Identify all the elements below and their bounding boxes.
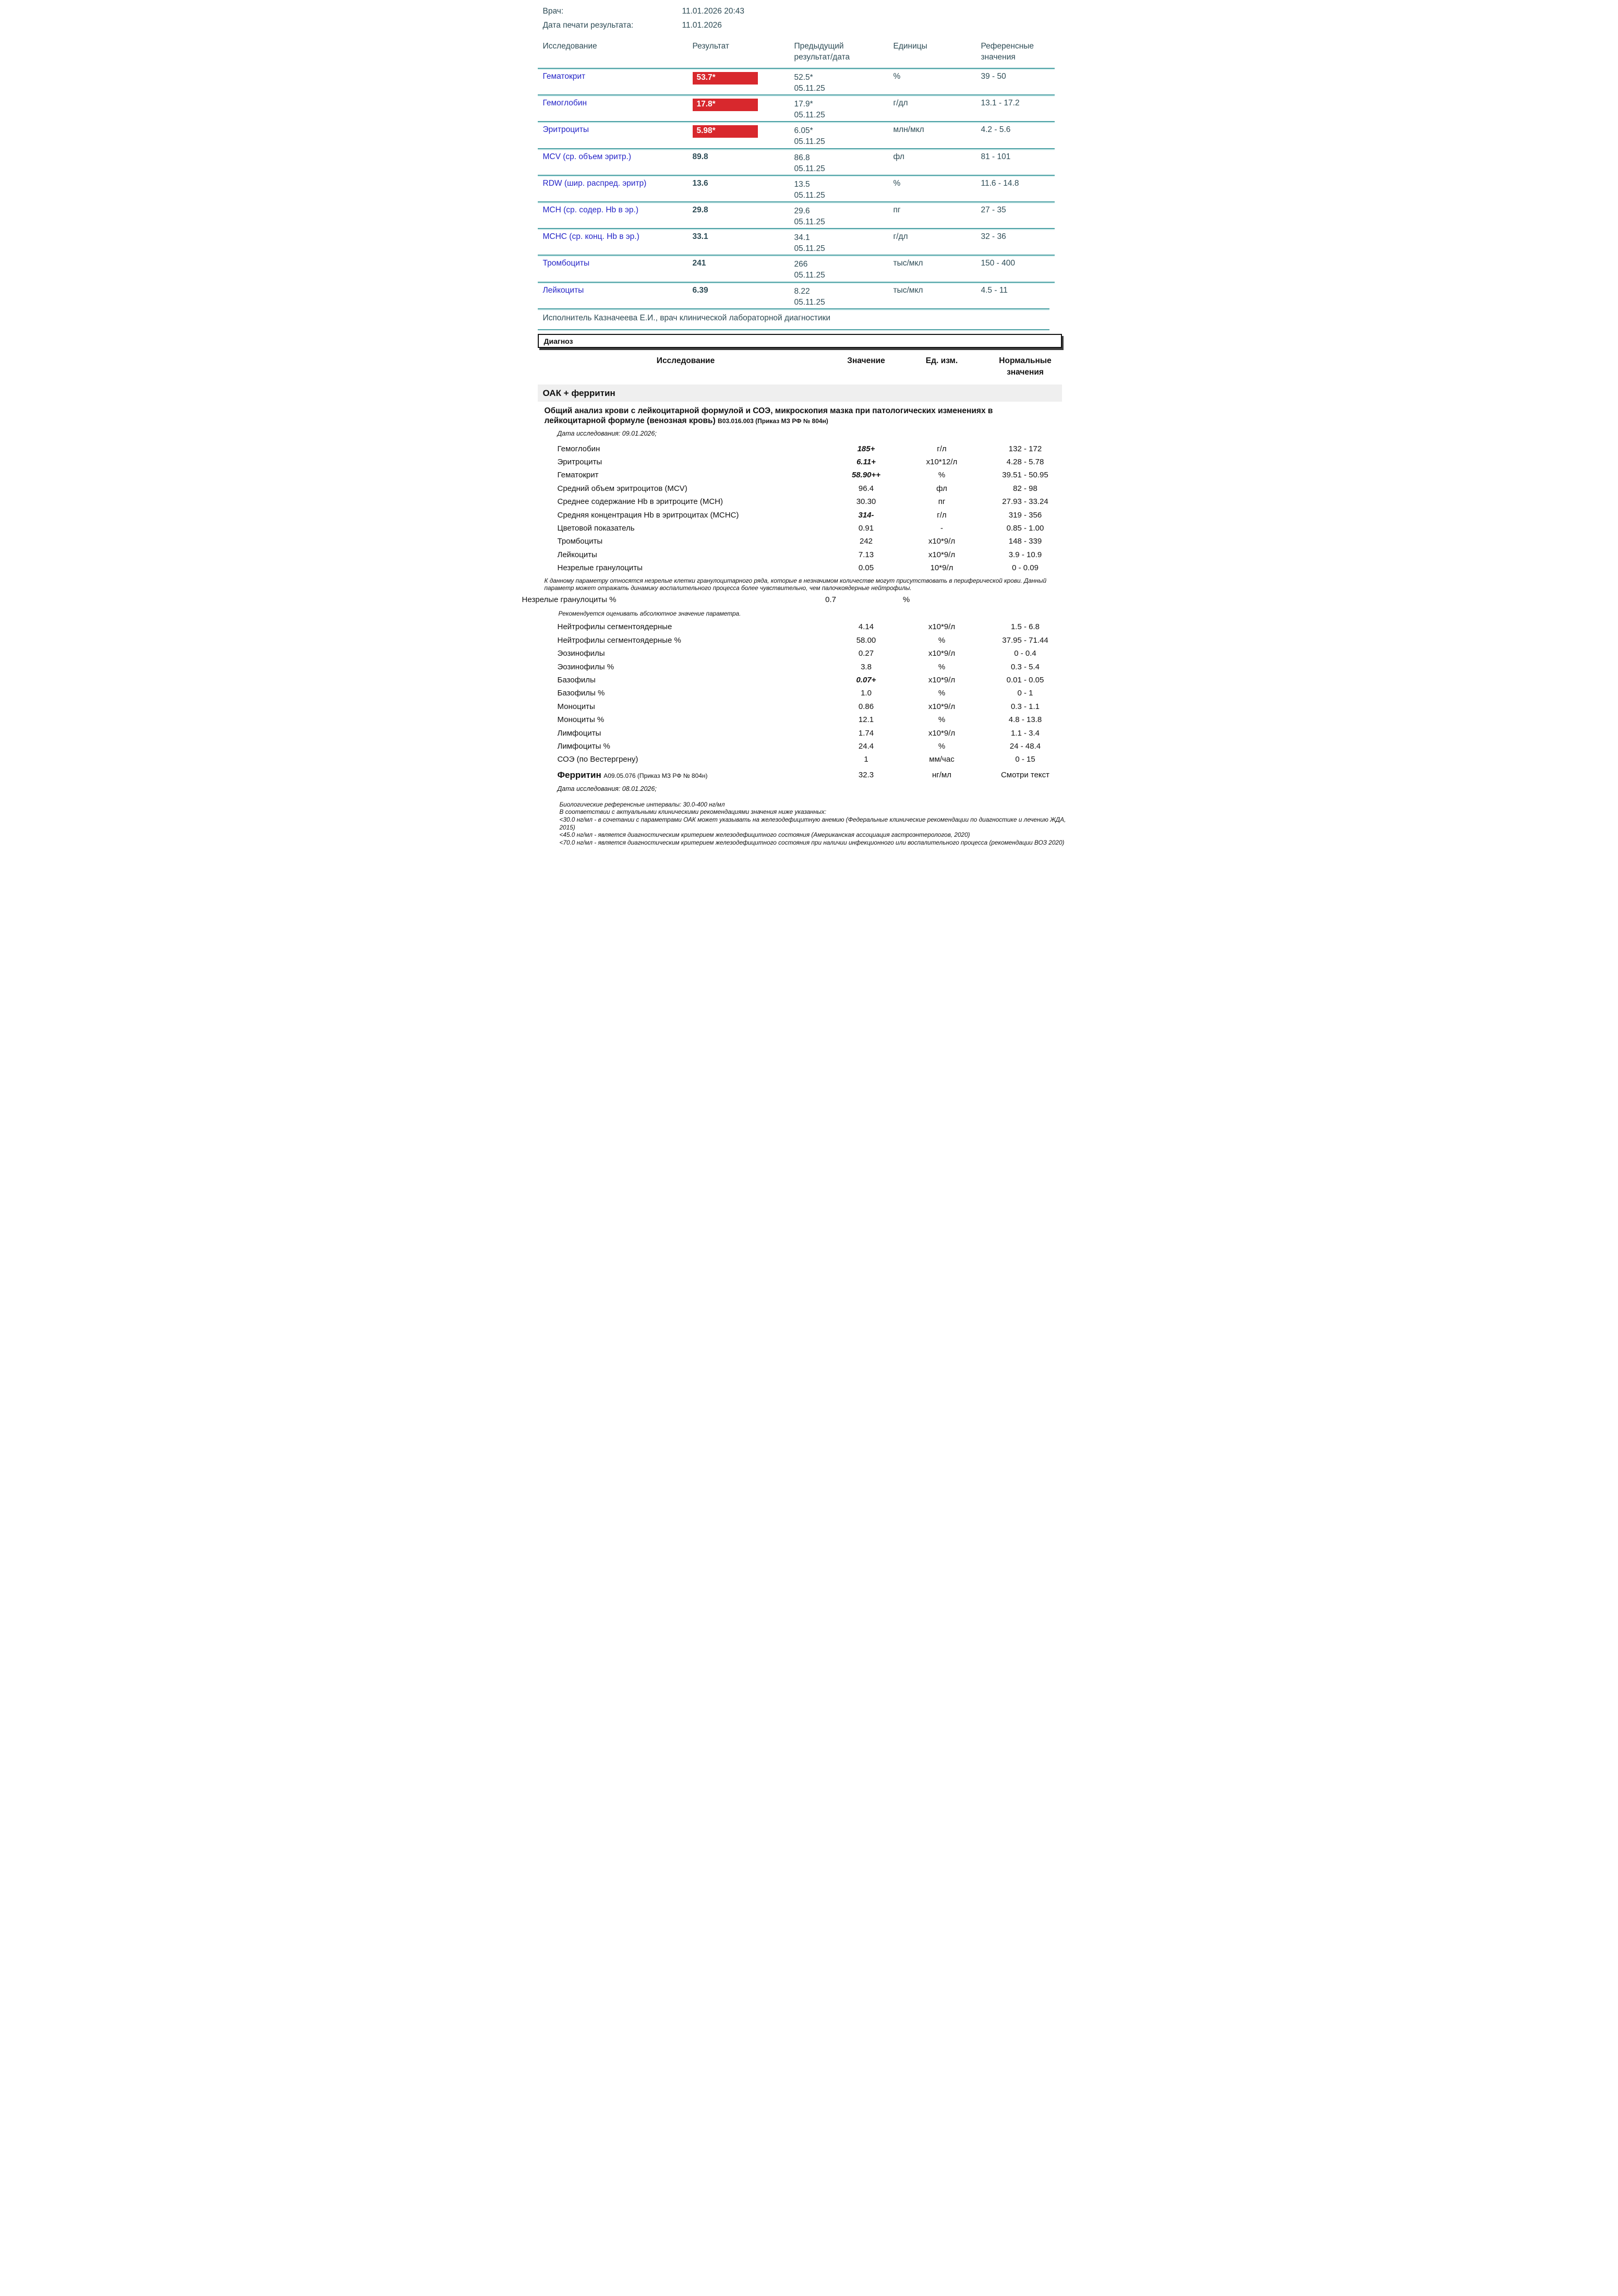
reference-cell: 32 - 36 [981, 232, 1006, 242]
units-cell: х10*9/л [928, 728, 956, 738]
normal-cell: 1.5 - 6.8 [1010, 622, 1040, 632]
table-row [558, 701, 1096, 714]
value-cell: 24.4 [858, 741, 874, 751]
units-cell: 10*9/л [930, 563, 953, 573]
table-row [558, 675, 1096, 688]
previous-value: 86.8 [794, 153, 810, 162]
analyte-name: Тромбоциты [542, 259, 590, 268]
analyte-name: Средний объем эритроцитов (MCV) [557, 484, 687, 493]
value-cell: 242 [859, 537, 873, 546]
units-cell: % [938, 741, 946, 751]
result-value: 33.1 [692, 232, 708, 242]
normal-cell: 0 - 0.09 [1012, 563, 1039, 573]
table-row [558, 456, 1096, 470]
diagnosis-label: Диагноз [544, 336, 573, 345]
previous-date: 05.11.25 [794, 217, 825, 226]
units-cell: % [893, 72, 901, 81]
value-cell: 12.1 [858, 715, 874, 725]
value-cell: 1.74 [858, 728, 874, 738]
units-cell: % [938, 635, 946, 645]
analyte-name: Гематокрит [542, 72, 586, 81]
analyte-name: RDW (шир. распред. эритр) [542, 178, 647, 188]
table-row [558, 648, 1096, 661]
previous-date: 05.11.25 [794, 84, 825, 93]
reference-cell: 27 - 35 [981, 205, 1006, 214]
normal-cell: 3.9 - 10.9 [1008, 550, 1042, 559]
previous-cell [794, 232, 893, 255]
units-cell: фл [893, 152, 904, 161]
normal-cell: 82 - 98 [1013, 484, 1037, 493]
analyte-name: Незрелые гранулоциты [557, 563, 643, 573]
col-units: Единицы [893, 42, 927, 51]
lab-report-page [522, 4, 1096, 847]
result-value: 241 [692, 259, 706, 268]
results-table [538, 41, 1049, 330]
previous-date: 05.11.25 [794, 244, 825, 254]
analyte-name: Нейтрофилы сегментоядерные [557, 622, 672, 632]
footnote: <70.0 нг/мл - является диагностическим критерием железодефицитного состояния при наличии инфекционного или воспалительного процесса (рекомендации ВОЗ 2020) [559, 839, 1065, 847]
value-cell: 0.91 [858, 524, 874, 533]
analyte-name: MCV (ср. объем эритр.) [542, 152, 632, 161]
value-cell: 30.30 [856, 497, 876, 507]
col-study: Исследование [542, 42, 597, 51]
value-cell: 0.86 [858, 702, 874, 711]
panel-description [545, 406, 1074, 427]
report-meta [543, 4, 1096, 32]
value-cell: 0.7 [825, 595, 836, 605]
normal-cell: 0.85 - 1.00 [1006, 524, 1044, 533]
table-row [538, 175, 1055, 201]
col-reference: Референсные значения [981, 42, 1034, 62]
analyte-name: Гемоглобин [542, 99, 587, 108]
analyte-name: Лейкоциты [557, 550, 597, 559]
table-row [538, 94, 1055, 121]
ferritin-name: Ферритин [557, 770, 601, 780]
reference-cell: 4.5 - 11 [981, 285, 1008, 295]
table-row [538, 148, 1055, 175]
reference-cell: 13.1 - 17.2 [981, 99, 1020, 108]
normal-cell: 39.51 - 50.95 [1002, 471, 1048, 480]
panel-rows-b [522, 621, 1096, 767]
table-row [558, 754, 1096, 767]
results-table-header [538, 41, 1049, 68]
ferritin-label [558, 769, 814, 783]
value-cell: 96.4 [858, 484, 874, 493]
result-value: 6.39 [692, 285, 708, 295]
table-row [538, 255, 1055, 281]
analyte-name: Средняя концентрация Hb в эритроцитах (MCHC) [557, 510, 739, 520]
previous-cell [794, 152, 893, 175]
value-cell: 58.00 [856, 635, 876, 645]
previous-value: 8.22 [794, 286, 810, 296]
analyte-name: Эритроциты [542, 125, 589, 135]
panel-table-header [558, 355, 1096, 378]
units-cell: х10*9/л [928, 702, 956, 711]
results-table-body [538, 68, 1049, 308]
normal-cell: 37.95 - 71.44 [1002, 635, 1048, 645]
analyte-name: Эритроциты [557, 458, 602, 467]
result-cell [693, 99, 794, 121]
doctor-row [543, 4, 1096, 18]
executor-line: Исполнитель Казначеева Е.И., врач клинической лабораторной диагностики [538, 309, 1049, 330]
normal-cell: 0.3 - 1.1 [1010, 702, 1040, 711]
previous-cell [794, 72, 893, 94]
result-cell [693, 72, 794, 94]
table-row [538, 121, 1055, 148]
previous-value: 34.1 [794, 233, 810, 243]
print-date-value: 11.01.2026 [682, 21, 722, 30]
table-row [558, 621, 1096, 634]
normal-cell: 27.93 - 33.24 [1002, 497, 1048, 507]
previous-cell [794, 286, 893, 308]
panel-rows-a [522, 443, 1096, 576]
units-cell: х10*9/л [928, 550, 956, 559]
analyte-name: Базофилы % [557, 689, 605, 698]
units-cell: г/дл [893, 99, 908, 108]
normal-cell: 0.3 - 5.4 [1010, 662, 1040, 671]
units-cell: г/л [937, 510, 947, 520]
units-cell: х10*9/л [928, 537, 956, 546]
units-cell: г/л [937, 444, 947, 453]
print-date-row [543, 18, 1096, 32]
result-cell [693, 152, 794, 175]
table-row [538, 68, 1055, 94]
previous-cell [794, 99, 893, 121]
previous-value: 17.9* [794, 100, 813, 109]
units-cell: тыс/мкл [893, 285, 923, 295]
panel-title-line2: лейкоцитарной формуле (венозная кровь) В03.016.003 (Приказ МЗ РФ № 804н) [544, 416, 828, 426]
result-value: 53.7* [693, 72, 758, 85]
study-date: Дата исследования: 09.01.2026; [557, 429, 657, 437]
normal-cell: 1.1 - 3.4 [1010, 728, 1040, 738]
previous-cell [794, 125, 893, 148]
analyte-name: Лимфоциты [557, 728, 601, 738]
value-cell: 1 [864, 755, 868, 764]
table-row [558, 688, 1096, 701]
units-cell: пг [938, 497, 946, 507]
analyte-name: Базофилы [557, 675, 596, 684]
previous-date: 05.11.25 [794, 297, 825, 307]
footnote: <30.0 нг/мл - в сочетании с параметрами ОАК может указывать на железодефицитную анемию (Федеральные клинические рекомендации по диагностике и лечению ЖДА, 2015) [559, 816, 1066, 831]
reference-cell: 39 - 50 [981, 72, 1006, 81]
analyte-name: Нейтрофилы сегментоядерные % [557, 635, 681, 645]
normal-cell: 4.8 - 13.8 [1008, 715, 1042, 725]
print-date-label: Дата печати результата: [542, 21, 634, 30]
table-row [558, 741, 1096, 754]
reference-cell: 150 - 400 [981, 259, 1015, 268]
analyte-name: МСН (ср. содер. Hb в эр.) [542, 205, 639, 214]
value-cell: 0.27 [858, 649, 874, 658]
ferritin-footnotes [560, 801, 1081, 847]
analyte-name: Лимфоциты % [557, 741, 610, 751]
value-cell: 1.0 [861, 689, 872, 698]
table-row [538, 201, 1055, 228]
units-cell: % [938, 689, 946, 698]
analyte-name: Лейкоциты [542, 285, 584, 295]
units-cell: % [938, 471, 946, 480]
table-row [538, 228, 1055, 255]
units-cell: х10*12/л [926, 458, 958, 467]
table-row [558, 562, 1096, 575]
col2-units: Ед. изм. [925, 356, 958, 365]
table-row [558, 523, 1096, 536]
diagnosis-box [538, 334, 1062, 348]
col2-normal: Нормальные значения [999, 356, 1052, 377]
previous-cell [794, 179, 893, 201]
normal-cell: 4.28 - 5.78 [1006, 458, 1044, 467]
result-value: 13.6 [692, 178, 708, 188]
col-previous: Предыдущий результат/дата [794, 42, 850, 62]
doctor-label: Врач: [542, 7, 564, 16]
analyte-name: СОЭ (по Вестергрену) [557, 755, 638, 764]
section-title: ОАК + ферритин [542, 388, 615, 398]
analyte-name: Гематокрит [557, 471, 599, 480]
ferritin-row [558, 769, 1096, 783]
value-cell: 0.05 [858, 563, 874, 573]
units-cell: % [938, 662, 946, 671]
analyte-name: Гемоглобин [557, 444, 600, 453]
value-cell: 32.3 [858, 770, 874, 779]
units-cell: х10*9/л [928, 622, 956, 632]
table-row [558, 536, 1096, 549]
result-cell [693, 206, 794, 228]
normal-cell: 0.01 - 0.05 [1006, 675, 1044, 684]
result-cell [693, 286, 794, 308]
units-cell: нг/мл [932, 770, 951, 779]
units-cell: % [902, 595, 910, 605]
section-title-band [538, 384, 1062, 402]
units-cell: тыс/мкл [893, 259, 923, 268]
previous-cell [794, 206, 893, 228]
previous-value: 13.5 [794, 179, 810, 189]
panel-title-line1: Общий анализ крови с лейкоцитарной формулой и СОЭ, микроскопия мазка при патологических изменениях в [544, 406, 993, 415]
analyte-name: Эозинофилы [557, 649, 605, 658]
previous-date: 05.11.25 [794, 137, 825, 147]
normal-cell: 0 - 0.4 [1014, 649, 1036, 658]
result-cell [693, 232, 794, 255]
analyte-name: МСНС (ср. конц. Hb в эр.) [542, 232, 639, 242]
units-cell: х10*9/л [928, 649, 956, 658]
normal-cell [930, 594, 1050, 607]
analyte-name: Тромбоциты [557, 537, 603, 546]
value-cell: 314- [858, 510, 874, 520]
analyte-name: Эозинофилы % [557, 662, 614, 671]
result-cell [693, 259, 794, 281]
previous-value: 266 [794, 260, 808, 269]
units-cell: % [938, 715, 946, 725]
result-value: 29.8 [692, 205, 708, 214]
previous-value: 52.5* [794, 73, 813, 82]
table-row [558, 635, 1096, 648]
recommendation-note: Рекомендуется оценивать абсолютное значение параметра. [558, 609, 741, 617]
table-row [558, 510, 1096, 523]
footnote: Биологические референсные интервалы: 30.0-400 нг/мл [559, 800, 725, 808]
value-cell: 185+ [857, 444, 875, 453]
value-cell: 58.90++ [851, 471, 881, 480]
reference-cell: 4.2 - 5.6 [981, 125, 1011, 135]
doctor-value: 11.01.2026 20:43 [682, 7, 745, 16]
normal-cell: 24 - 48.4 [1009, 741, 1041, 751]
col2-study: Исследование [656, 356, 715, 365]
value-cell: 0.07+ [856, 675, 876, 684]
previous-date: 05.11.25 [794, 271, 825, 280]
reference-cell: 11.6 - 14.8 [981, 178, 1019, 188]
previous-date: 05.11.25 [794, 190, 825, 200]
immature-granulocytes-note: К данному параметру относятся незрелые клетки гранулоцитарного ряда, которые в незначимом количестве могут присутствовать в периферической крови. Данный параметр может отражать динамику воспалительного процесса более чувствительно, чем палочкоядерные нейтрофилы. [544, 576, 1047, 592]
normal-cell: 132 - 172 [1008, 444, 1042, 453]
table-row [558, 470, 1096, 483]
ferritin-study-date: Дата исследования: 08.01.2026; [557, 785, 657, 792]
analyte-name: Среднее содержание Hb в эритроците (MCH) [557, 497, 723, 507]
previous-value: 29.6 [794, 206, 810, 215]
normal-cell: Смотри текст [1000, 770, 1050, 779]
footnote: В соответствии с актуальными клиническими рекомендациями значения ниже указанных: [559, 808, 826, 816]
ferritin-code: А09.05.076 (Приказ МЗ РФ № 804н) [603, 772, 708, 779]
table-row [558, 728, 1096, 741]
table-row [558, 483, 1096, 496]
analyte-name: Моноциты [557, 702, 595, 711]
previous-value: 6.05* [794, 126, 813, 136]
normal-cell: 0 - 15 [1015, 755, 1035, 764]
reference-cell: 81 - 101 [981, 152, 1011, 161]
result-value: 5.98* [693, 125, 758, 138]
table-row [538, 282, 1055, 308]
normal-cell: 148 - 339 [1008, 537, 1042, 546]
previous-cell [794, 259, 893, 281]
result-value: 17.8* [693, 99, 758, 111]
result-value: 89.8 [692, 152, 708, 161]
units-cell: х10*9/л [928, 675, 956, 684]
normal-cell: 319 - 356 [1008, 510, 1042, 520]
units-cell: млн/мкл [893, 125, 924, 135]
units-cell: % [893, 178, 901, 188]
value-cell: 3.8 [861, 662, 872, 671]
units-cell: г/дл [893, 232, 908, 242]
table-row [558, 549, 1096, 562]
units-cell: пг [893, 205, 901, 214]
table-row [558, 496, 1096, 509]
result-cell [693, 179, 794, 201]
table-row [558, 443, 1096, 456]
normal-cell: 0 - 1 [1017, 689, 1033, 698]
table-row [558, 714, 1096, 727]
previous-date: 05.11.25 [794, 111, 825, 120]
units-cell: фл [936, 484, 947, 493]
ig-percent-row [522, 594, 1096, 607]
col-result: Результат [692, 42, 729, 51]
table-row [558, 662, 1096, 675]
footnote: <45.0 нг/мл - является диагностическим критерием железодефицитного состояния (Американская ассоциация гастроэнтерологов, 2020) [559, 831, 970, 839]
units-cell: - [940, 524, 943, 533]
col2-value: Значение [847, 356, 885, 365]
value-cell: 6.11+ [856, 458, 876, 467]
result-cell [693, 125, 794, 148]
previous-date: 05.11.25 [794, 164, 825, 173]
analyte-name: Цветовой показатель [557, 524, 635, 533]
analyte-name: Моноциты % [557, 715, 605, 725]
analyte-name: Незрелые гранулоциты % [522, 595, 617, 605]
units-cell: мм/час [929, 755, 955, 764]
panel-code: В03.016.003 (Приказ МЗ РФ № 804н) [718, 417, 828, 425]
value-cell: 4.14 [858, 622, 874, 632]
value-cell: 7.13 [858, 550, 874, 559]
